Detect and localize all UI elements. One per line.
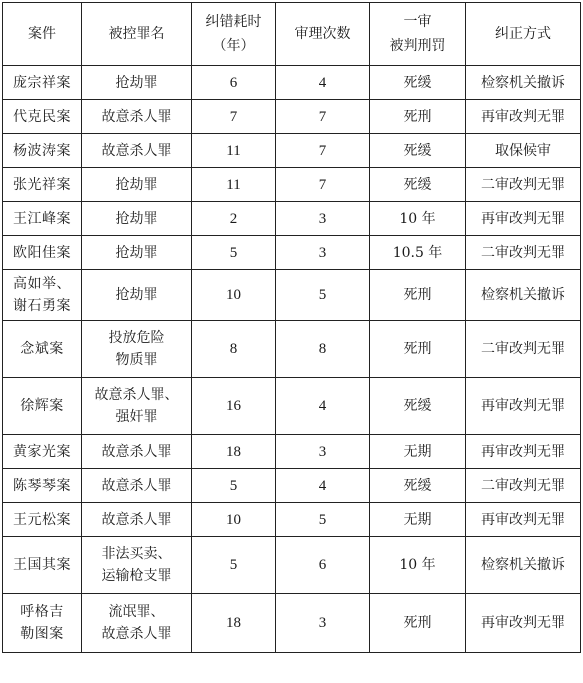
cell-years: 5 [192, 537, 276, 594]
cell-sentence: 无期 [370, 503, 466, 537]
cell-charge: 故意杀人罪、 强奸罪 [82, 378, 192, 435]
cell-sentence: 死刑 [370, 594, 466, 653]
cell-charge: 流氓罪、 故意杀人罪 [82, 594, 192, 653]
header-trials: 审理次数 [276, 3, 370, 66]
cell-charge: 非法买卖、 运输枪支罪 [82, 537, 192, 594]
cell-years: 8 [192, 321, 276, 378]
cell-charge: 故意杀人罪 [82, 469, 192, 503]
header-charge: 被控罪名 [82, 3, 192, 66]
table-row [3, 66, 581, 100]
cell-case: 庞宗祥案 [3, 66, 82, 100]
cell-method: 再审改判无罪 [466, 503, 581, 537]
cell-method: 再审改判无罪 [466, 378, 581, 435]
header-case: 案件 [3, 3, 82, 66]
cell-sentence: 死缓 [370, 134, 466, 168]
table-row [3, 134, 581, 168]
cell-trials: 4 [276, 378, 370, 435]
table-row [3, 168, 581, 202]
cell-sentence: 死缓 [370, 469, 466, 503]
cell-trials: 7 [276, 134, 370, 168]
cell-charge: 故意杀人罪 [82, 503, 192, 537]
table-row [3, 321, 581, 378]
wrongful-convictions-table-wrapper [2, 2, 580, 653]
cell-method: 二审改判无罪 [466, 321, 581, 378]
cell-case: 徐辉案 [3, 378, 82, 435]
cell-trials: 5 [276, 270, 370, 321]
cell-charge: 投放危险 物质罪 [82, 321, 192, 378]
cell-years: 11 [192, 134, 276, 168]
cell-sentence: 死刑 [370, 270, 466, 321]
table-row [3, 270, 581, 321]
cell-charge: 抢劫罪 [82, 236, 192, 270]
cell-trials: 3 [276, 435, 370, 469]
header-row [3, 3, 581, 66]
cell-case: 王江峰案 [3, 202, 82, 236]
cell-charge: 故意杀人罪 [82, 435, 192, 469]
table-row [3, 236, 581, 270]
cell-case: 陈琴琴案 [3, 469, 82, 503]
cell-trials: 3 [276, 236, 370, 270]
cell-charge: 故意杀人罪 [82, 100, 192, 134]
cell-charge: 抢劫罪 [82, 202, 192, 236]
cell-sentence: 10 年 [370, 202, 466, 236]
cell-method: 二审改判无罪 [466, 236, 581, 270]
cell-years: 5 [192, 469, 276, 503]
cell-sentence: 死缓 [370, 66, 466, 100]
cell-sentence: 无期 [370, 435, 466, 469]
header-years: 纠错耗时 （年） [192, 3, 276, 66]
cell-years: 10 [192, 503, 276, 537]
cell-years: 11 [192, 168, 276, 202]
cell-sentence: 10.5 年 [370, 236, 466, 270]
cell-case: 杨波涛案 [3, 134, 82, 168]
cell-sentence: 10 年 [370, 537, 466, 594]
cell-trials: 6 [276, 537, 370, 594]
table-row [3, 469, 581, 503]
cell-case: 王国其案 [3, 537, 82, 594]
header-method: 纠正方式 [466, 3, 581, 66]
table-row [3, 378, 581, 435]
cell-sentence: 死缓 [370, 168, 466, 202]
cell-method: 再审改判无罪 [466, 100, 581, 134]
cell-charge: 抢劫罪 [82, 66, 192, 100]
cell-years: 6 [192, 66, 276, 100]
table-row [3, 435, 581, 469]
cell-years: 2 [192, 202, 276, 236]
cell-trials: 5 [276, 503, 370, 537]
cell-case: 欧阳佳案 [3, 236, 82, 270]
cell-case: 黄家光案 [3, 435, 82, 469]
cell-trials: 7 [276, 100, 370, 134]
wrongful-convictions-table [2, 2, 581, 653]
cell-years: 7 [192, 100, 276, 134]
cell-sentence: 死刑 [370, 100, 466, 134]
cell-charge: 故意杀人罪 [82, 134, 192, 168]
cell-years: 18 [192, 594, 276, 653]
cell-case: 念斌案 [3, 321, 82, 378]
header-sentence: 一审 被判刑罚 [370, 3, 466, 66]
cell-trials: 7 [276, 168, 370, 202]
cell-method: 检察机关撤诉 [466, 66, 581, 100]
cell-method: 二审改判无罪 [466, 469, 581, 503]
cell-charge: 抢劫罪 [82, 270, 192, 321]
cell-method: 检察机关撤诉 [466, 270, 581, 321]
table-body [3, 66, 581, 653]
cell-case: 张光祥案 [3, 168, 82, 202]
cell-charge: 抢劫罪 [82, 168, 192, 202]
cell-case: 高如举、 谢石勇案 [3, 270, 82, 321]
cell-years: 5 [192, 236, 276, 270]
cell-trials: 4 [276, 469, 370, 503]
cell-trials: 8 [276, 321, 370, 378]
cell-method: 检察机关撤诉 [466, 537, 581, 594]
cell-method: 取保候审 [466, 134, 581, 168]
cell-method: 再审改判无罪 [466, 594, 581, 653]
table-row [3, 537, 581, 594]
cell-method: 再审改判无罪 [466, 202, 581, 236]
cell-sentence: 死刑 [370, 321, 466, 378]
cell-trials: 3 [276, 594, 370, 653]
cell-method: 二审改判无罪 [466, 168, 581, 202]
cell-case: 代克民案 [3, 100, 82, 134]
table-row [3, 503, 581, 537]
cell-case: 呼格吉 勒图案 [3, 594, 82, 653]
table-row [3, 100, 581, 134]
cell-years: 10 [192, 270, 276, 321]
cell-trials: 4 [276, 66, 370, 100]
cell-years: 18 [192, 435, 276, 469]
cell-sentence: 死缓 [370, 378, 466, 435]
table-row [3, 202, 581, 236]
cell-trials: 3 [276, 202, 370, 236]
cell-case: 王元松案 [3, 503, 82, 537]
table-row [3, 594, 581, 653]
cell-method: 再审改判无罪 [466, 435, 581, 469]
cell-years: 16 [192, 378, 276, 435]
